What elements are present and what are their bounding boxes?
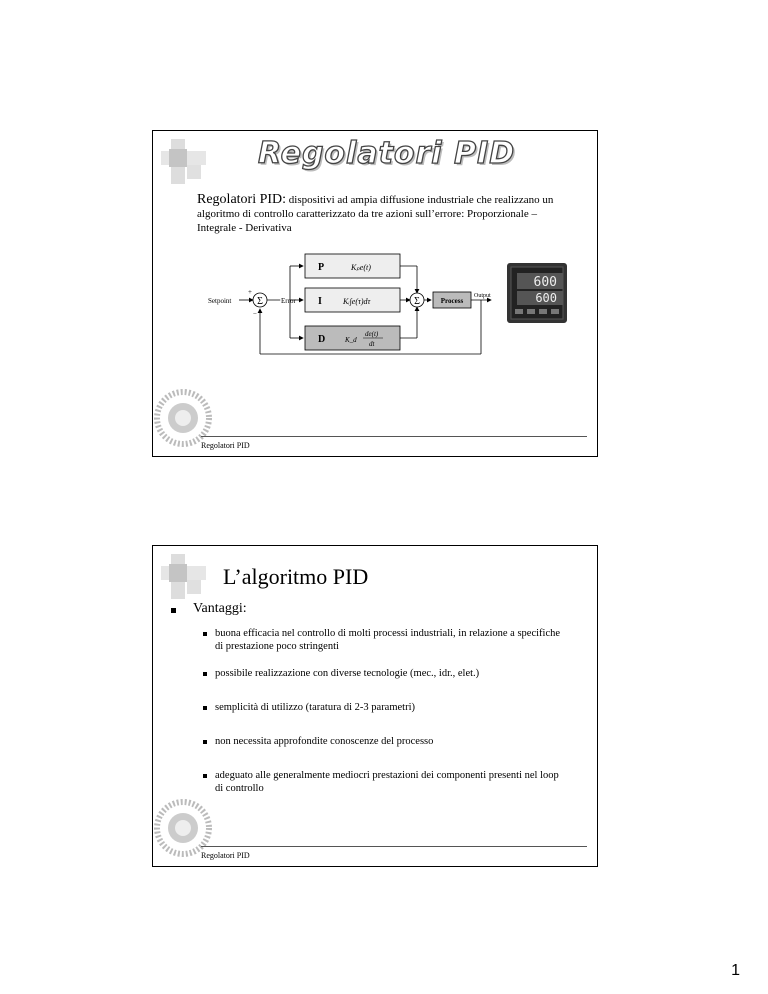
d-formula-den: dt <box>369 340 375 348</box>
vantaggi-heading: Vantaggi: <box>193 601 247 616</box>
d-label: D <box>318 334 326 345</box>
i-formula: Kᵢ∫e(τ)dτ <box>343 297 371 306</box>
d-formula-k: K_d <box>345 336 357 344</box>
plus-sign: + <box>248 288 252 296</box>
d-formula-num: de(t) <box>365 330 379 338</box>
bullet-item: adeguato alle generalmente mediocri prestazioni dei componenti presenti nel loop di controllo <box>215 770 559 794</box>
decorative-squares <box>161 139 221 199</box>
bullet-square-icon <box>171 608 176 613</box>
slide-regolatori-pid <box>152 130 598 457</box>
intro-paragraph <box>197 193 577 235</box>
university-seal <box>153 798 213 858</box>
minus-sign: − <box>253 310 257 318</box>
bullet-square-icon <box>203 632 207 636</box>
sum-symbol-1: Σ <box>257 296 263 307</box>
slide-footer: Regolatori PID <box>201 441 250 450</box>
intro-text: dispositivi ad ampia diffusione industriale che realizzano un algoritmo di controllo caratterizzato da tre azioni sull’errore: Proporzionale – Integrale - Derivativa <box>197 194 554 234</box>
process-label: Process <box>440 297 464 305</box>
bullet-square-icon <box>203 740 207 744</box>
bullet-square-icon <box>203 706 207 710</box>
display-bottom: 600 <box>535 291 557 305</box>
i-label: I <box>318 296 322 307</box>
pid-controller-image <box>505 261 571 327</box>
sum-symbol-2: Σ <box>414 296 420 307</box>
p-label: P <box>318 262 325 273</box>
bullet-item: buona efficacia nel controllo di molti processi industriali, in relazione a specifiche di prestazione poco stringenti <box>215 628 561 652</box>
slide-title: Regolatori PID <box>258 136 516 171</box>
slide-footer: Regolatori PID <box>201 851 250 860</box>
p-formula: Kₚe(t) <box>351 263 371 272</box>
display-top: 600 <box>533 275 557 290</box>
bullet-item: non necessita approfondite conoscenze del processo <box>215 736 434 747</box>
intro-lead: Regolatori PID: <box>197 192 287 207</box>
error-label: Error <box>281 297 296 305</box>
university-seal <box>153 388 213 448</box>
bullet-item: semplicità di utilizzo (taratura di 2-3 parametri) <box>215 702 416 713</box>
bullet-square-icon <box>203 672 207 676</box>
pid-block-diagram <box>193 246 493 356</box>
slide-algoritmo-pid <box>152 545 598 867</box>
bullet-square-icon <box>203 774 207 778</box>
page-number: 1 <box>731 962 740 979</box>
slide-title: L’algoritmo PID <box>223 564 369 589</box>
output-label: Output <box>474 293 491 299</box>
setpoint-label: Setpoint <box>208 297 232 305</box>
bullet-item: possibile realizzazione con diverse tecnologie (mec., idr., elet.) <box>215 668 480 679</box>
